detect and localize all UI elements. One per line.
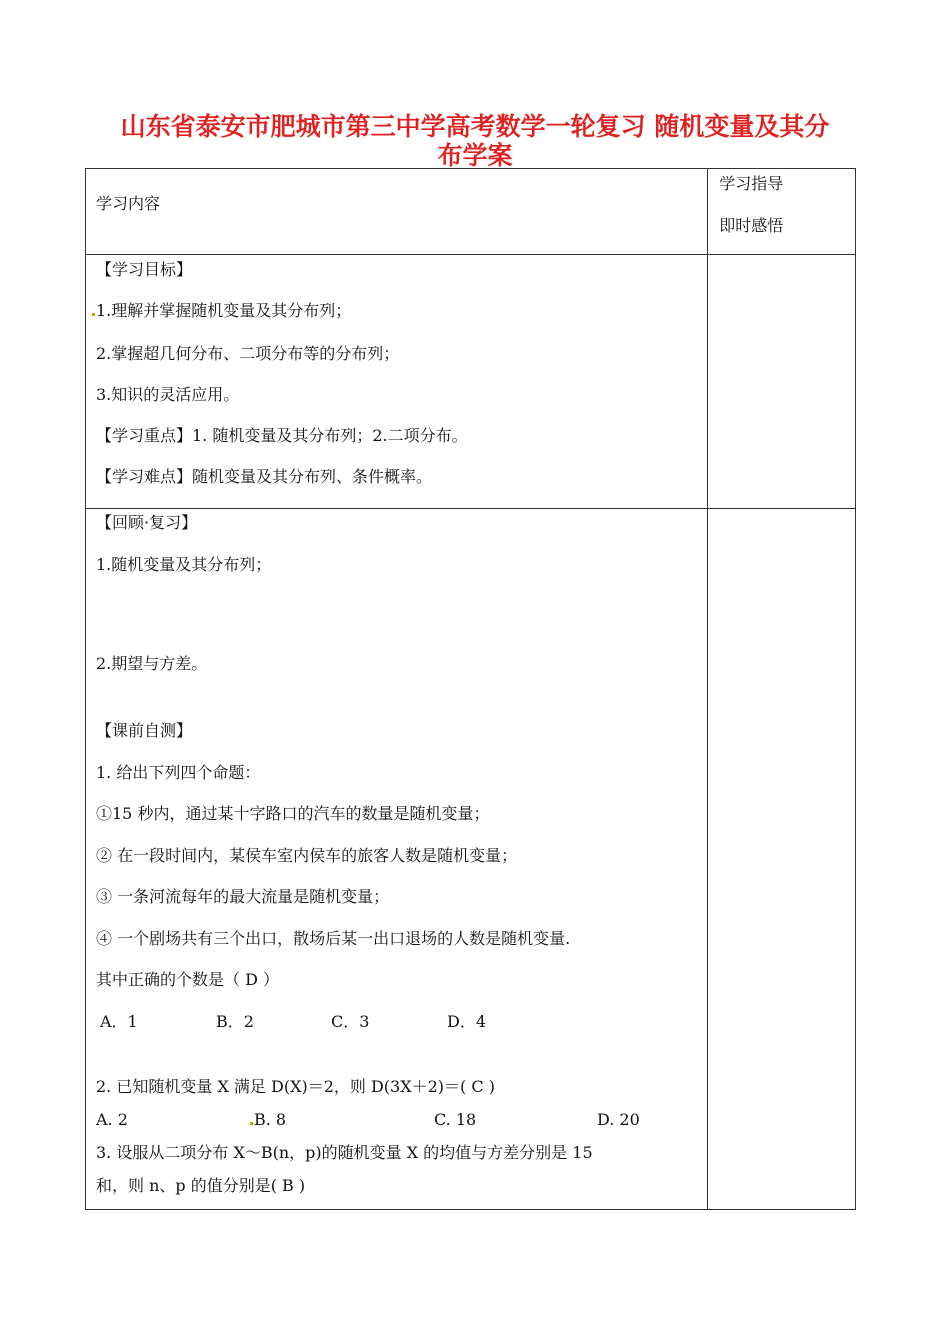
review-item-2: 2.期望与方差。 (96, 654, 208, 673)
q2-option-c: C. 18 (434, 1110, 477, 1129)
goal-item-1 (92, 300, 351, 322)
header-row (86, 169, 856, 255)
guide-label: 学习指导 (719, 174, 784, 193)
self-test-heading: 【课前自测】 (96, 721, 193, 740)
q1-prop-1: ①15 秒内，通过某十字路口的汽车的数量是随机变量； (96, 804, 490, 823)
goals-row (86, 255, 856, 509)
review-row (86, 509, 856, 1210)
goal-item-1-text: 1.理解并掌握随机变量及其分布列； (96, 301, 352, 320)
review-item-1: 1.随机变量及其分布列； (96, 555, 272, 574)
goal-item-3: 3.知识的灵活应用。 (96, 385, 240, 404)
q2-option-a: A. 2 (96, 1110, 128, 1129)
marker-dot-icon (92, 313, 95, 316)
q3-stem-line-2: 和，则 n、p 的值分别是( B ) (96, 1176, 306, 1195)
q1-option-b: B．2 (216, 1012, 254, 1031)
q1-question: 其中正确的个数是（ D ） (96, 970, 280, 989)
goals-cell (86, 255, 708, 509)
q2-option-b (250, 1109, 286, 1131)
title-line-2: 布学案 (437, 141, 513, 170)
q1-option-a: A．1 (100, 1012, 138, 1031)
q2-option-d: D. 20 (597, 1110, 640, 1129)
review-guide-cell (708, 509, 856, 1210)
review-heading: 【回顾·复习】 (96, 513, 198, 532)
insight-label: 即时感悟 (719, 216, 784, 235)
q1-stem: 1. 给出下列四个命题： (96, 763, 261, 782)
goals-guide-cell (708, 255, 856, 509)
goals-heading: 【学习目标】 (96, 260, 193, 279)
guide-header-cell (708, 169, 856, 255)
content-header-cell (86, 169, 708, 255)
q1-option-d: D．4 (447, 1012, 487, 1031)
review-cell (86, 509, 708, 1210)
q1-prop-4: ④ 一个剧场共有三个出口，散场后某一出口退场的人数是随机变量. (96, 929, 571, 948)
study-plan-table (85, 168, 856, 1210)
key-points: 【学习重点】1. 随机变量及其分布列；2.二项分布。 (96, 426, 468, 445)
marker-dot-icon (250, 1122, 253, 1125)
q2-stem: 2. 已知随机变量 X 满足 D(X)＝2，则 D(3X＋2)＝( C ) (96, 1077, 495, 1096)
q1-prop-3: ③ 一条河流每年的最大流量是随机变量； (96, 887, 390, 906)
document-title (90, 112, 860, 170)
difficulties: 【学习难点】随机变量及其分布列、条件概率。 (96, 467, 433, 486)
title-line-1: 山东省泰安市肥城市第三中学高考数学一轮复习 随机变量及其分 (120, 112, 830, 141)
q2-option-b-text: B. 8 (254, 1110, 287, 1129)
q3-stem-line-1: 3. 设服从二项分布 X～B(n，p)的随机变量 X 的均值与方差分别是 15 (96, 1143, 593, 1162)
content-label: 学习内容 (96, 194, 161, 213)
q1-prop-2: ② 在一段时间内，某侯车室内侯车的旅客人数是随机变量； (96, 846, 518, 865)
q1-option-c: C．3 (331, 1012, 370, 1031)
goal-item-2: 2.掌握超几何分布、二项分布等的分布列； (96, 344, 400, 363)
